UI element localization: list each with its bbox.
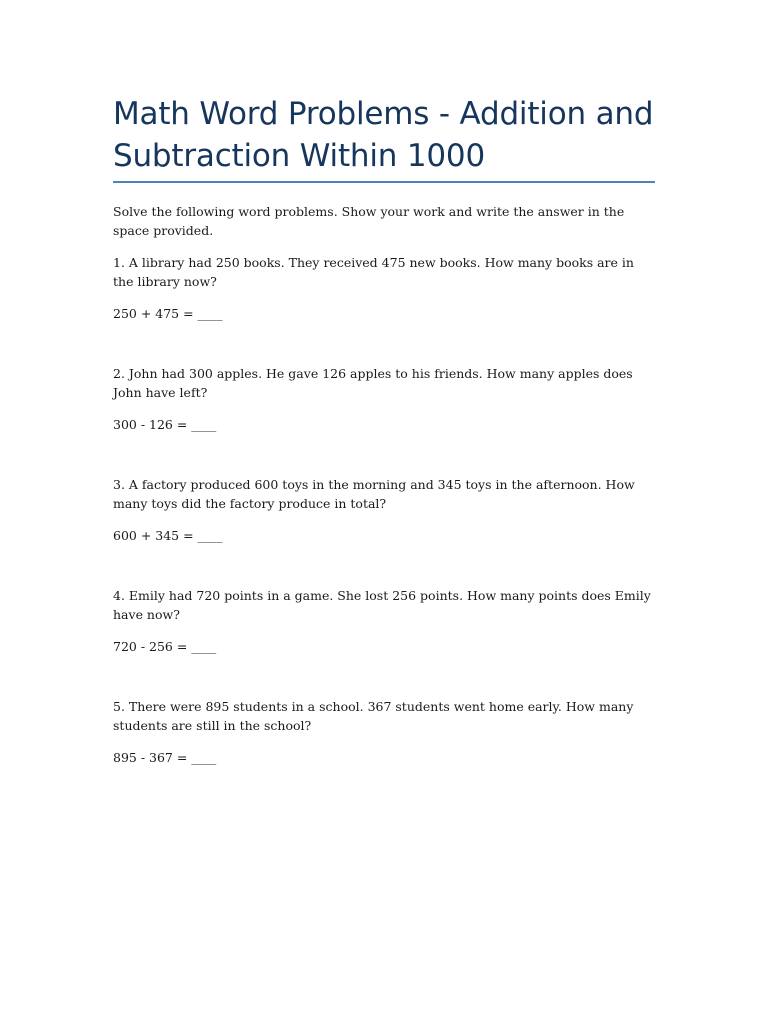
title-divider <box>113 181 655 183</box>
problem-1 <box>113 253 658 323</box>
document-page <box>113 0 658 767</box>
problem-question: 3. A factory produced 600 toys in the morning and 345 toys in the afternoon. How many toys did the factory produce in total? <box>113 477 635 511</box>
problem-equation: 895 - 367 = ____ <box>113 750 217 765</box>
problem-equation: 720 - 256 = ____ <box>113 639 217 654</box>
problem-equation: 300 - 126 = ____ <box>113 417 217 432</box>
document-title: Math Word Problems - Addition and Subtraction Within 1000 <box>113 96 654 174</box>
problem-2 <box>113 364 658 434</box>
instructions-text: Solve the following word problems. Show your work and write the answer in the space provided. <box>113 204 625 238</box>
problem-equation: 600 + 345 = ____ <box>113 528 223 543</box>
problem-question: 5. There were 895 students in a school. 367 students went home early. How many students are still in the school? <box>113 699 634 733</box>
problem-question: 4. Emily had 720 points in a game. She lost 256 points. How many points does Emily have now? <box>113 588 651 622</box>
problem-5 <box>113 697 658 767</box>
problem-question: 1. A library had 250 books. They received 475 new books. How many books are in the library now? <box>113 255 634 289</box>
problem-question: 2. John had 300 apples. He gave 126 apples to his friends. How many apples does John have left? <box>113 366 633 400</box>
problem-4 <box>113 586 658 656</box>
problem-3 <box>113 475 658 545</box>
problem-equation: 250 + 475 = ____ <box>113 306 223 321</box>
